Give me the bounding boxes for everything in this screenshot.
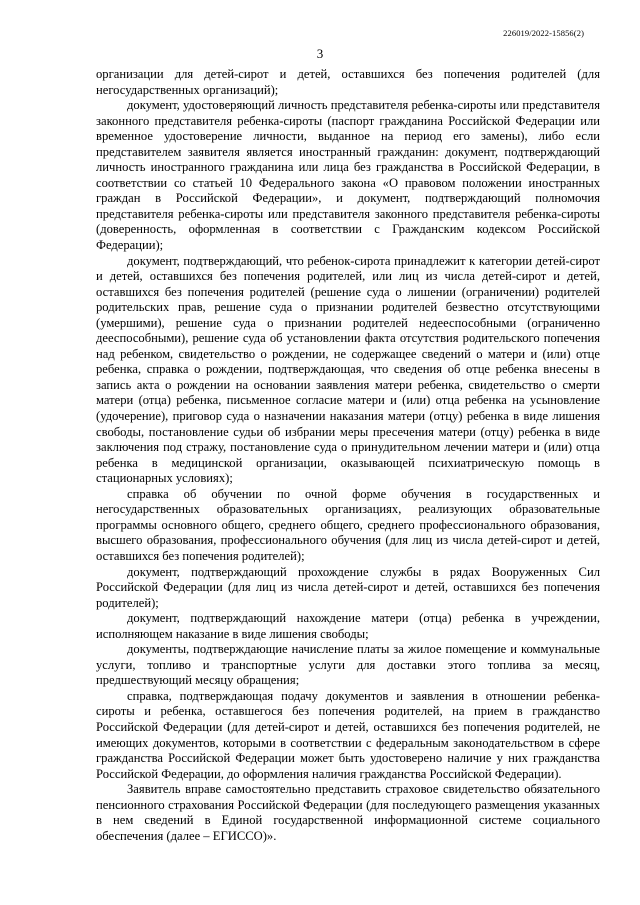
- paragraph: Заявитель вправе самостоятельно представить страховое свидетельство обязательного пенсионного страхования Российской Федерации (для последующего размещения указанных в нем сведений в Единой государственной информационной системе социального обеспечения (далее – ЕГИССО)».: [96, 782, 600, 843]
- paragraph: документ, подтверждающий, что ребенок-сирота принадлежит к категории детей-сирот и детей, оставшихся без попечения родителей, или лиц из числа детей-сирот и детей, оставшихся без попечения родителей (решение суда о лишении (ограничении) родителей родительских прав, решение суда о признании родителей безвестно отсутствующими (умершими), решение суда о признании родителей недееспособными (ограниченно дееспособными), решение суда об установлении факта отсутствия родительского попечения над ребенком, свидетельство о рождении, не содержащее сведений о матери и (или) отце ребенка, справка о рождении, подтверждающая, что сведения об отце ребенка внесены в запись акта о рождении на основании заявления матери ребенка, свидетельство о смерти матери (отца) ребенка, письменное согласие матери и (или) отца ребенка на усыновление (удочерение), приговор суда о назначении наказания матери (отцу) ребенка в виде лишения свободы, постановление судьи об избрании меры пресечения матери (отцу) ребенка в виде заключения под стражу, постановление суда о принудительном лечении матери и (или) отца ребенка в медицинской организации, оказывающей психиатрическую помощь в стационарных условиях);: [96, 253, 600, 486]
- paragraph: документы, подтверждающие начисление платы за жилое помещение и коммунальные услуги, топливо и транспортные услуги для доставки этого топлива за месяц, предшествующий месяцу обращения;: [96, 642, 600, 688]
- paragraph: организации для детей-сирот и детей, оставшихся без попечения родителей (для негосударственных организаций);: [96, 67, 600, 97]
- paragraph: документ, удостоверяющий личность представителя ребенка-сироты или представителя законного представителя ребенка-сироты (паспорт гражданина Российской Федерации или временное удостоверение личности, выданное на период его замены), либо если представителем заявителя является иностранный гражданин: документ, подтверждающий личность иностранного гражданина или лица без гражданства в Российской Федерации, в соответствии со статьей 10 Федерального закона «О правовом положении иностранных граждан в Российской Федерации», и документ, подтверждающий полномочия представителя ребенка-сироты или представителя законного представителя ребенка-сироты (доверенность, оформленная в соответствии с Гражданским кодексом Российской Федерации);: [96, 98, 600, 253]
- paragraph: документ, подтверждающий нахождение матери (отца) ребенка в учреждении, исполняющем наказание в виде лишения свободы;: [96, 611, 600, 641]
- paragraph: документ, подтверждающий прохождение службы в рядах Вооруженных Сил Российской Федерации (для лиц из числа детей-сирот и детей, оставшихся без попечения родителей);: [96, 564, 600, 610]
- paragraph: справка об обучении по очной форме обучения в государственных и негосударственных образовательных организациях, реализующих образовательные программы основного общего, среднего общего, среднего профессионального образования, высшего образования, профессионального обучения (для лиц из числа детей-сирот и детей, оставшихся без попечения родителей);: [96, 486, 600, 563]
- paragraph: справка, подтверждающая подачу документов и заявления в отношении ребенка-сироты и ребенка, оставшегося без попечения родителей, на прием в гражданство Российской Федерации (для детей-сирот и детей, оставшихся без попечения родителей, не имеющих документов, которыми в соответствии с федеральным законодательством в сфере гражданства Российской Федерации может быть удостоверено наличие у них гражданства Российской Федерации, до оформления наличия гражданства Российской Федерации).: [96, 688, 600, 781]
- document-reference-number: 226019/2022-15856(2): [503, 28, 584, 38]
- page-number: 3: [316, 46, 324, 61]
- document-body: [96, 67, 600, 844]
